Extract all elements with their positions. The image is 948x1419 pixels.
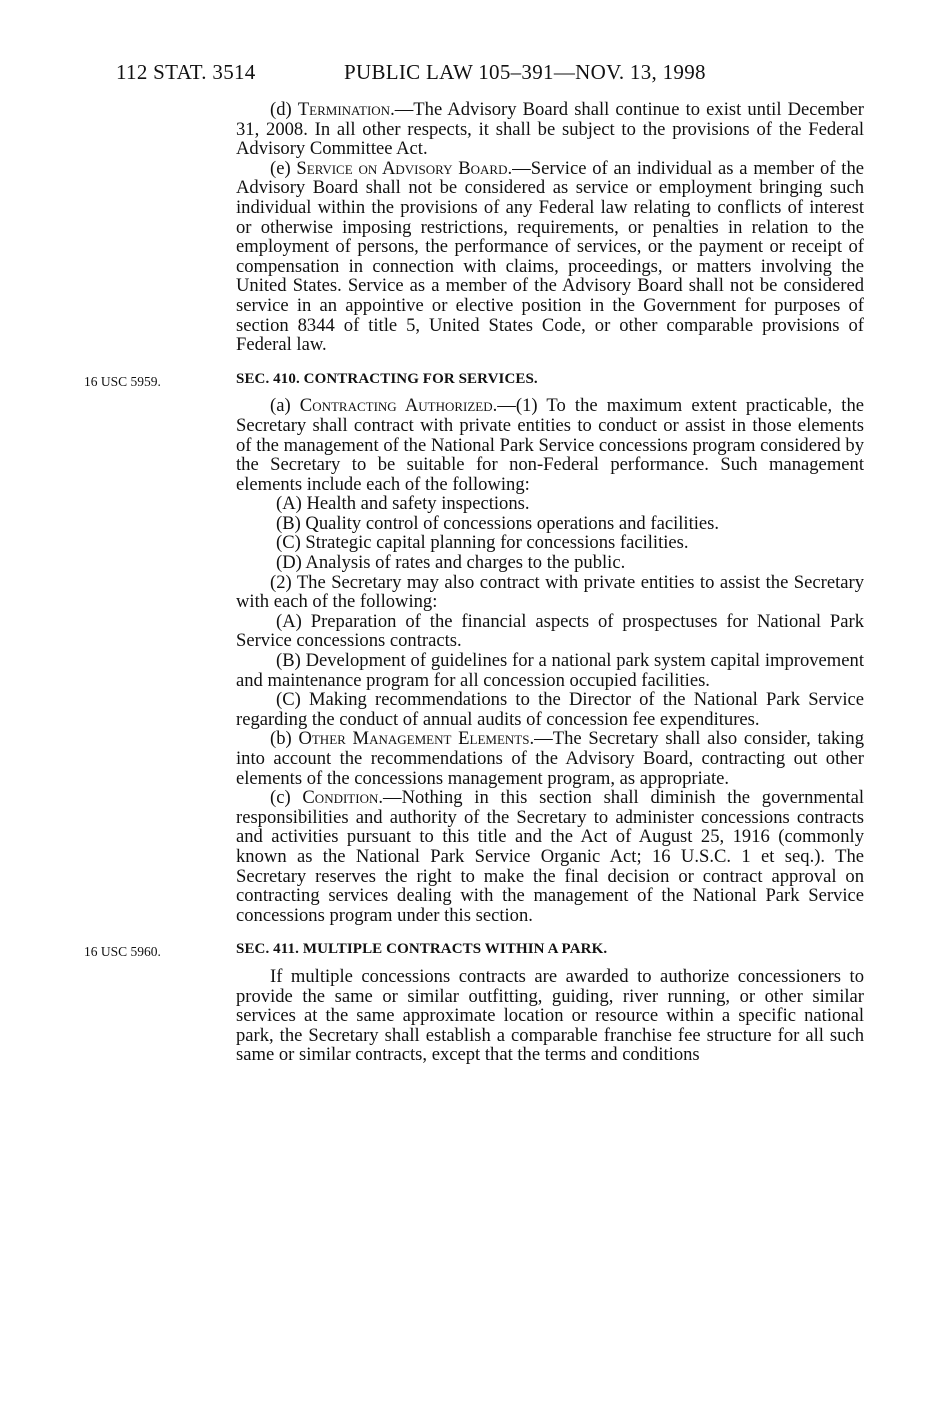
paragraph-text: .—(1) To the maximum extent practicable, the Secretary shall contract with private entities to conduct or assist in those elements of the management of the National Park Service concessions program considered by the Secretary to be suitable for non-Federal performance. Such management elements include each of the following: (236, 395, 864, 495)
paragraph-label: (c) (270, 787, 303, 809)
paragraph-a-contracting (236, 396, 864, 494)
document-body (84, 99, 864, 1066)
paragraph-text: .—Service of an individual as a member of the Advisory Board shall not be considered as service or employment bringing such individual within the provisions of any Federal law relating to conflicts of interest or otherwise imposing restrictions, requirements, or penalties in relation to the employment of persons, the performance of services, or the payment or receipt of compensation in connection with claims, proceedings, or matters involving the United States. Service as a member of the Advisory Board shall not be considered service in an appointive or elective position in the Government for purposes of section 8344 of title 5, United States Code, or other comparable provisions of Federal law. (236, 157, 864, 356)
paragraph-heading: Service on Advisory Board (296, 157, 508, 179)
margin-citation: 16 USC 5960. (84, 944, 161, 960)
paragraph-a2: (2) The Secretary may also contract with private entities to assist the Secretary with each of the following: (236, 571, 864, 613)
section-title: SEC. 411. MULTIPLE CONTRACTS WITHIN A PARK. (236, 941, 608, 958)
paragraph-heading: Contracting Authorized (299, 395, 493, 417)
paragraph-label: (e) (270, 157, 297, 179)
list-item: (B) Quality control of concessions operations and facilities. (276, 512, 720, 534)
paragraph-multiple-contracts: If multiple concessions contracts are awarded to authorize concessioners to provide the same or similar outfitting, guiding, river running, or other similar services at the same approximate location or resource within a specific national park, the Secretary shall establish a comparable franchise fee structure for all such same or similar contracts, except that the terms and conditions (236, 965, 864, 1066)
list-item: (A) Preparation of the financial aspects of prospectuses for National Park Service concessions contracts. (236, 610, 864, 652)
paragraph-label: (b) (270, 728, 299, 750)
margin-citation: 16 USC 5959. (84, 373, 161, 389)
list-item: (A) Health and safety inspections. (276, 493, 530, 515)
page-header (116, 60, 876, 90)
list-item: (B) Development of guidelines for a national park system capital improvement and maintenance program for all concession occupied facilities. (236, 650, 864, 691)
list-item: (C) Strategic capital planning for concessions facilities. (276, 532, 689, 554)
section-411-heading (84, 940, 864, 960)
page-reference: 112 STAT. 3514 (116, 60, 256, 84)
paragraph-d-termination (236, 100, 864, 159)
paragraph-label: (a) (270, 395, 300, 417)
section-title: SEC. 410. CONTRACTING FOR SERVICES. (236, 370, 538, 387)
paragraph-b-other-elements (236, 729, 864, 788)
list-item: (D) Analysis of rates and charges to the public. (276, 552, 626, 574)
paragraph-text: .—The Secretary shall also consider, taking into account the recommendations of the Advisory Board, contracting out other elements of the concessions management program, as appropriate. (236, 728, 864, 789)
paragraph-e-service (236, 159, 864, 355)
paragraph-heading: Other Management Elements (298, 728, 530, 750)
paragraph-text: .—The Advisory Board shall continue to exist until December 31, 2008. In all other respects, it shall be subject to the provisions of the Federal Advisory Committee Act. (236, 99, 864, 160)
paragraph-heading: Termination (297, 99, 391, 120)
section-410-heading (84, 370, 864, 390)
paragraph-c-condition (236, 788, 864, 925)
paragraph-heading: Condition (302, 787, 379, 809)
paragraph-text: .—Nothing in this section shall diminish the governmental responsibilities and authority of the Secretary to administer concessions contracts and activities pursuant to this title and the Act of August 25, 1916 (commonly known as the National Park Service Organic Act; 16 U.S.C. 1 et seq.). The Secretary reserves the right to make the final decision or contract approval on contracting services dealing with the management of the National Park Service concessions program under this section. (236, 787, 864, 926)
law-title: PUBLIC LAW 105–391—NOV. 13, 1998 (344, 60, 706, 84)
paragraph-label: (d) (270, 99, 298, 120)
list-item: (C) Making recommendations to the Director of the National Park Service regarding the conduct of annual audits of concession fee expenditures. (236, 689, 864, 730)
